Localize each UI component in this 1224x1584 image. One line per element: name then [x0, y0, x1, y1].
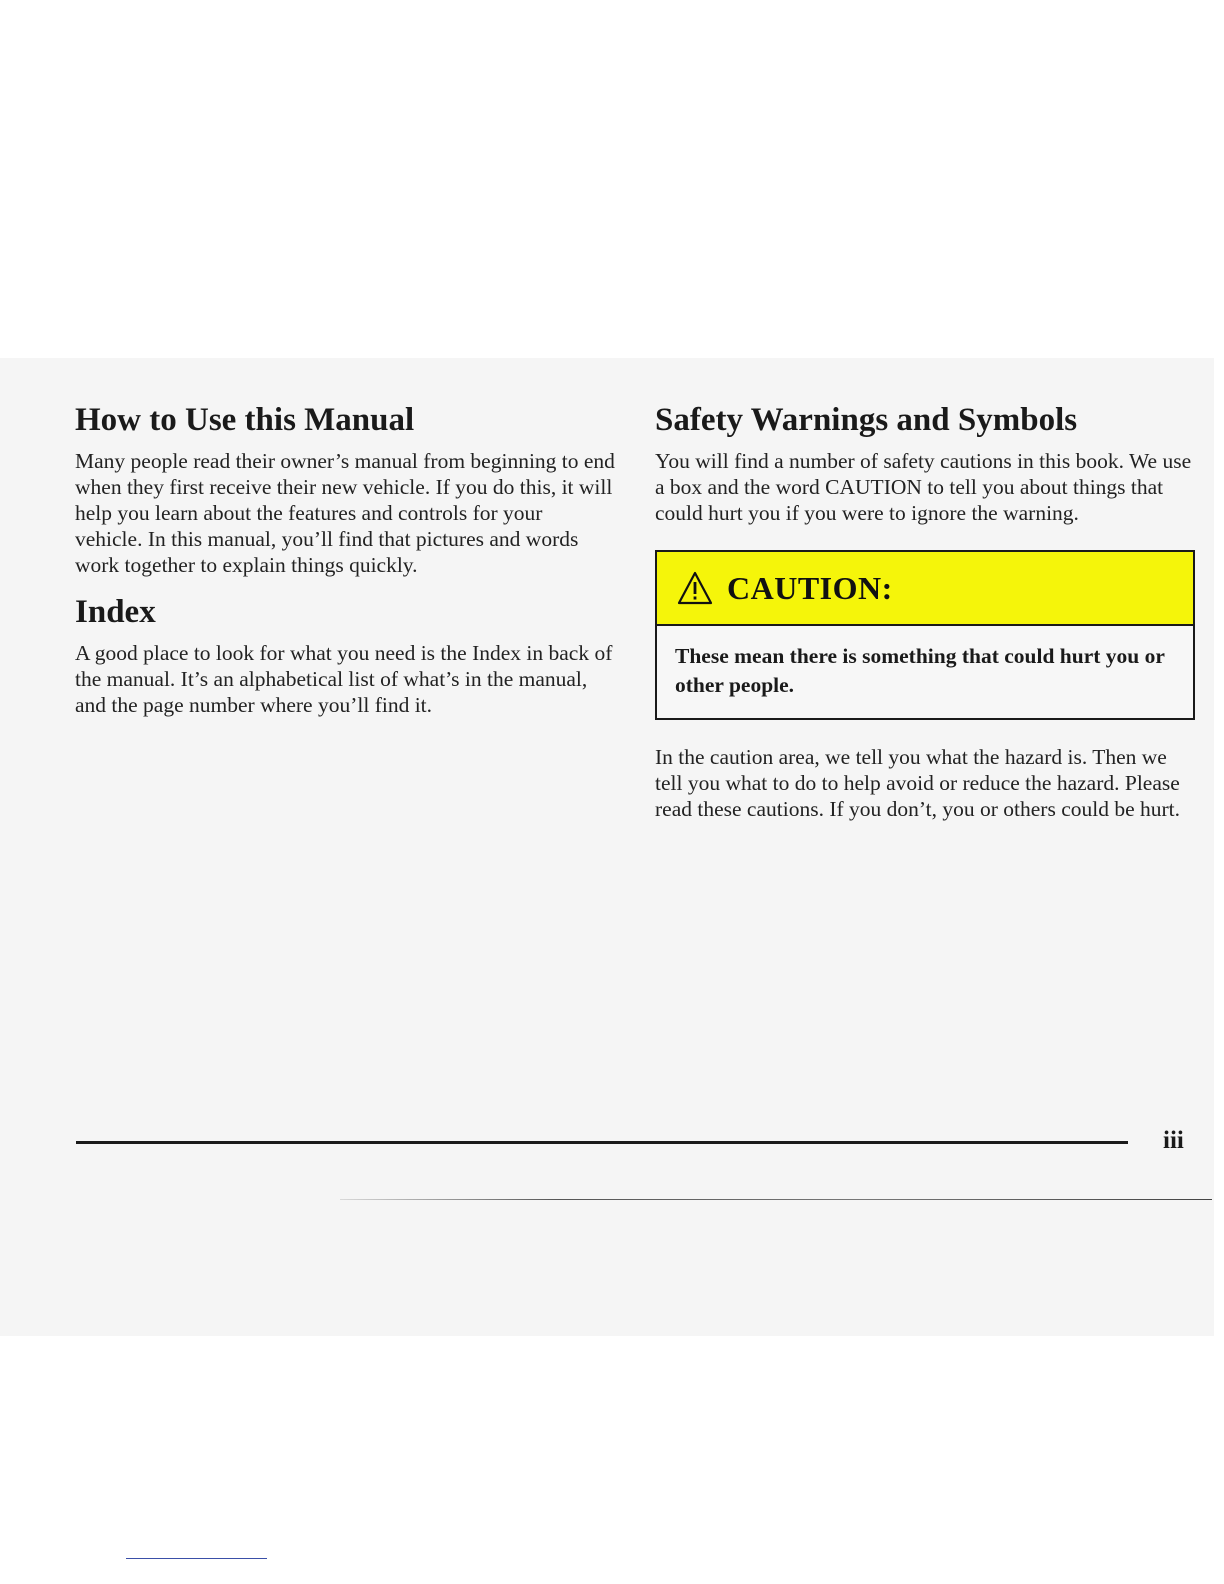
- right-column: [655, 398, 1195, 822]
- footer-rule: [76, 1141, 1128, 1144]
- warning-triangle-icon: [677, 571, 713, 605]
- safety-intro-paragraph: You will find a number of safety cautions in this book. We use a box and the word CAUTION to tell you about things that could hurt you if you were to ignore the warning.: [655, 449, 1192, 525]
- how-to-use-heading: How to Use this Manual: [75, 402, 415, 438]
- page-number: iii: [1163, 1127, 1184, 1154]
- how-to-use-paragraph: Many people read their owner’s manual from beginning to end when they first receive their new vehicle. If you do this, it will help you learn about the features and controls for your vehicle. In this manual, you’ll find that pictures and words work together to explain things quickly.: [75, 449, 615, 577]
- safety-heading: Safety Warnings and Symbols: [655, 402, 1078, 438]
- link-underline: [126, 1558, 267, 1559]
- scan-edge-line: [340, 1199, 1212, 1200]
- caution-title: CAUTION:: [727, 569, 893, 606]
- left-column: [75, 398, 615, 718]
- caution-box: [655, 550, 1195, 720]
- index-heading: Index: [75, 594, 156, 630]
- index-paragraph: A good place to look for what you need is the Index in back of the manual. It’s an alphabetical list of what’s in the manual, and the page number where you’ll find it.: [75, 641, 613, 717]
- caution-header: [657, 552, 1193, 626]
- caution-explanation-paragraph: In the caution area, we tell you what the hazard is. Then we tell you what to do to help avoid or reduce the hazard. Please read these cautions. If you don’t, you or others could be hurt.: [655, 745, 1181, 821]
- caution-text: These mean there is something that could hurt you or other people.: [675, 644, 1165, 697]
